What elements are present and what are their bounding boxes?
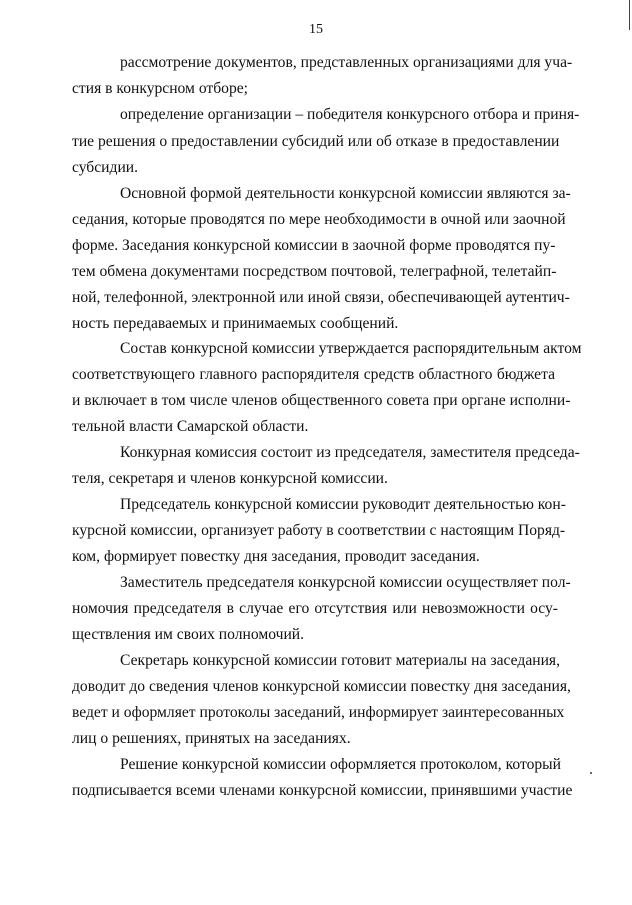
text-line: теля, секретаря и членов конкурсной комиссии. (72, 470, 388, 487)
text-line: ной, телефонной, электронной или иной связи, обеспечивающей аутентич- (72, 289, 570, 306)
text-line: стия в конкурсном отборе; (72, 80, 249, 97)
text-line: ность передаваемых и принимаемых сообщений. (72, 315, 399, 332)
text-line: ведет и оформляет протоколы заседаний, информирует заинтересованных (72, 704, 565, 721)
text-line: курсной комиссии, организует работу в соответствии с настоящим Поряд- (72, 522, 566, 539)
text-line: тие решения о предоставлении субсидий или об отказе в предоставлении (72, 133, 560, 150)
text-line: ществления им своих полномочий. (72, 626, 305, 643)
text-line: Состав конкурсной комиссии утверждается распорядительным актом (120, 340, 582, 357)
text-line: рассмотрение документов, представленных организациями для уча- (120, 54, 573, 71)
page-number: 15 (309, 22, 323, 37)
text-line: подписывается всеми членами конкурсной комиссии, принявшими участие (72, 782, 573, 799)
text-line: тельной власти Самарской области. (72, 418, 309, 435)
text-line: номочия председателя в случае его отсутствия или невозможности осу- (72, 600, 558, 617)
text-line: лиц о решениях, принятых на заседаниях. (72, 730, 351, 747)
scan-edge-mark (629, 0, 630, 30)
text-line: Конкурная комиссия состоит из председателя, заместителя председа- (120, 444, 580, 461)
text-line: субсидии. (72, 159, 139, 176)
text-line: Решение конкурсной комиссии оформляется протоколом, который (120, 756, 561, 773)
text-line: тем обмена документами посредством почтовой, телеграфной, телетайп- (72, 263, 557, 280)
text-line: Основной формой деятельности конкурсной комиссии являются за- (120, 185, 571, 202)
text-line: и включает в том числе членов общественного совета при органе исполни- (72, 392, 571, 409)
text-line: доводит до сведения членов конкурсной комиссии повестку дня заседания, (72, 678, 571, 695)
text-line: форме. Заседания конкурсной комиссии в заочной форме проводятся пу- (72, 237, 556, 254)
text-line: Председатель конкурсной комиссии руководит деятельностью кон- (120, 496, 566, 513)
text-line: Заместитель председателя конкурсной комиссии осуществляет пол- (120, 574, 571, 591)
text-line: соответствующего главного распорядителя средств областного бюджета (72, 366, 555, 383)
text-line: Секретарь конкурсной комиссии готовит материалы на заседания, (120, 652, 560, 669)
text-line: седания, которые проводятся по мере необходимости в очной или заочной (72, 211, 566, 228)
text-line: ком, формирует повестку дня заседания, проводит заседания. (72, 548, 480, 565)
text-line: определение организации – победителя конкурсного отбора и приня- (120, 106, 580, 123)
scan-speck (590, 772, 592, 774)
